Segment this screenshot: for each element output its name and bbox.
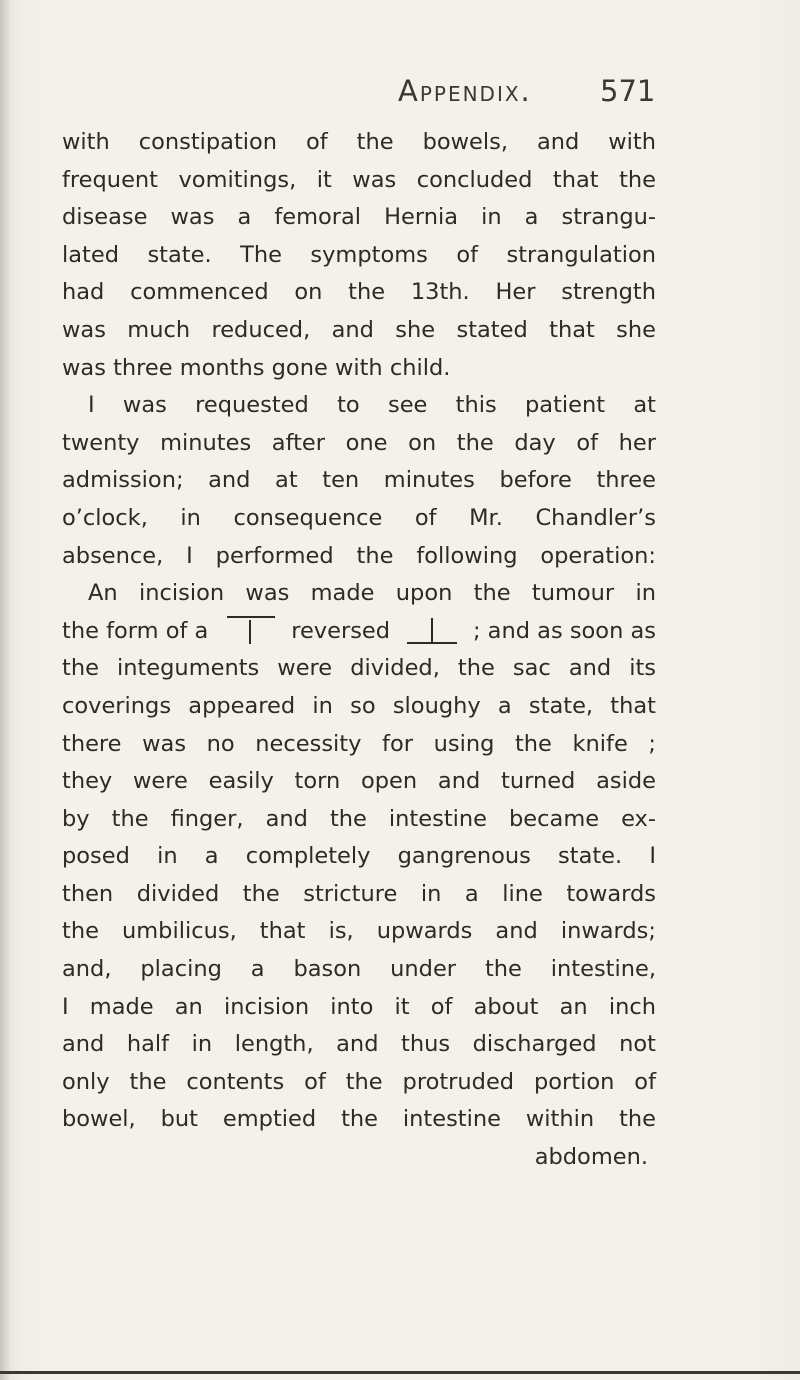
text-line: frequent vomitings, it was concluded that the [62,166,656,193]
text-line: coverings appeared in so sloughy a state, that [62,692,656,719]
incision-figure-line [62,613,656,651]
text-line: was three months gone with child. [62,354,451,381]
text-line: twenty minutes after one on the day of her [62,429,656,456]
text-line: was much reduced, and she stated that she [62,316,656,343]
paragraph-start-line: I was requested to see this patient at [88,392,656,419]
text-line: had commenced on the 13th. Her strength [62,279,656,306]
t-shape-glyph [239,618,261,646]
text-line: with constipation of the bowels, and with [62,129,656,155]
paragraph-start-line: An incision was made upon the tumour in [88,580,656,607]
text-line: and half in length, and thus discharged not [62,1031,656,1058]
text-line: there was no necessity for using the knife ; [62,730,656,757]
text-line: posed in a completely gangrenous state. I [62,843,656,870]
figure-text-before: the form of a [62,617,209,644]
text-line: I made an incision into it of about an inch [62,993,656,1020]
text-line: the integuments were divided, the sac and its [62,655,656,682]
text-line: then divided the stricture in a line towards [62,880,656,907]
reversed-t-shape-glyph [421,618,443,646]
figure-text-middle: reversed [291,617,391,644]
text-line: they were easily torn open and turned aside [62,768,656,795]
text-line: the umbilicus, that is, upwards and inwards; [62,918,656,945]
text-line: o’clock, in consequence of Mr. Chandler’s [62,504,656,531]
final-line: abdomen. [534,1144,648,1171]
text-line: absence, I performed the following operation: [62,542,656,569]
text-line: bowel, but emptied the intestine within the [62,1106,656,1133]
text-line: only the contents of the protruded portion of [62,1068,656,1095]
bottom-page-rule [0,1371,800,1374]
page-number: 571 [600,74,656,108]
text-line: admission; and at ten minutes before three [62,467,656,494]
text-line: by the finger, and the intestine became ex- [62,805,656,832]
text-line: and, placing a bason under the intestine, [62,956,656,983]
running-head: Appendix. [398,74,532,108]
page-header [0,74,800,114]
page-binding-edge [0,0,10,1380]
text-line: disease was a femoral Hernia in a strangu- [62,204,656,231]
figure-text-after: ; and as soon as [472,617,656,644]
text-line: lated state. The symptoms of strangulation [62,241,656,268]
body-text [62,124,656,1177]
